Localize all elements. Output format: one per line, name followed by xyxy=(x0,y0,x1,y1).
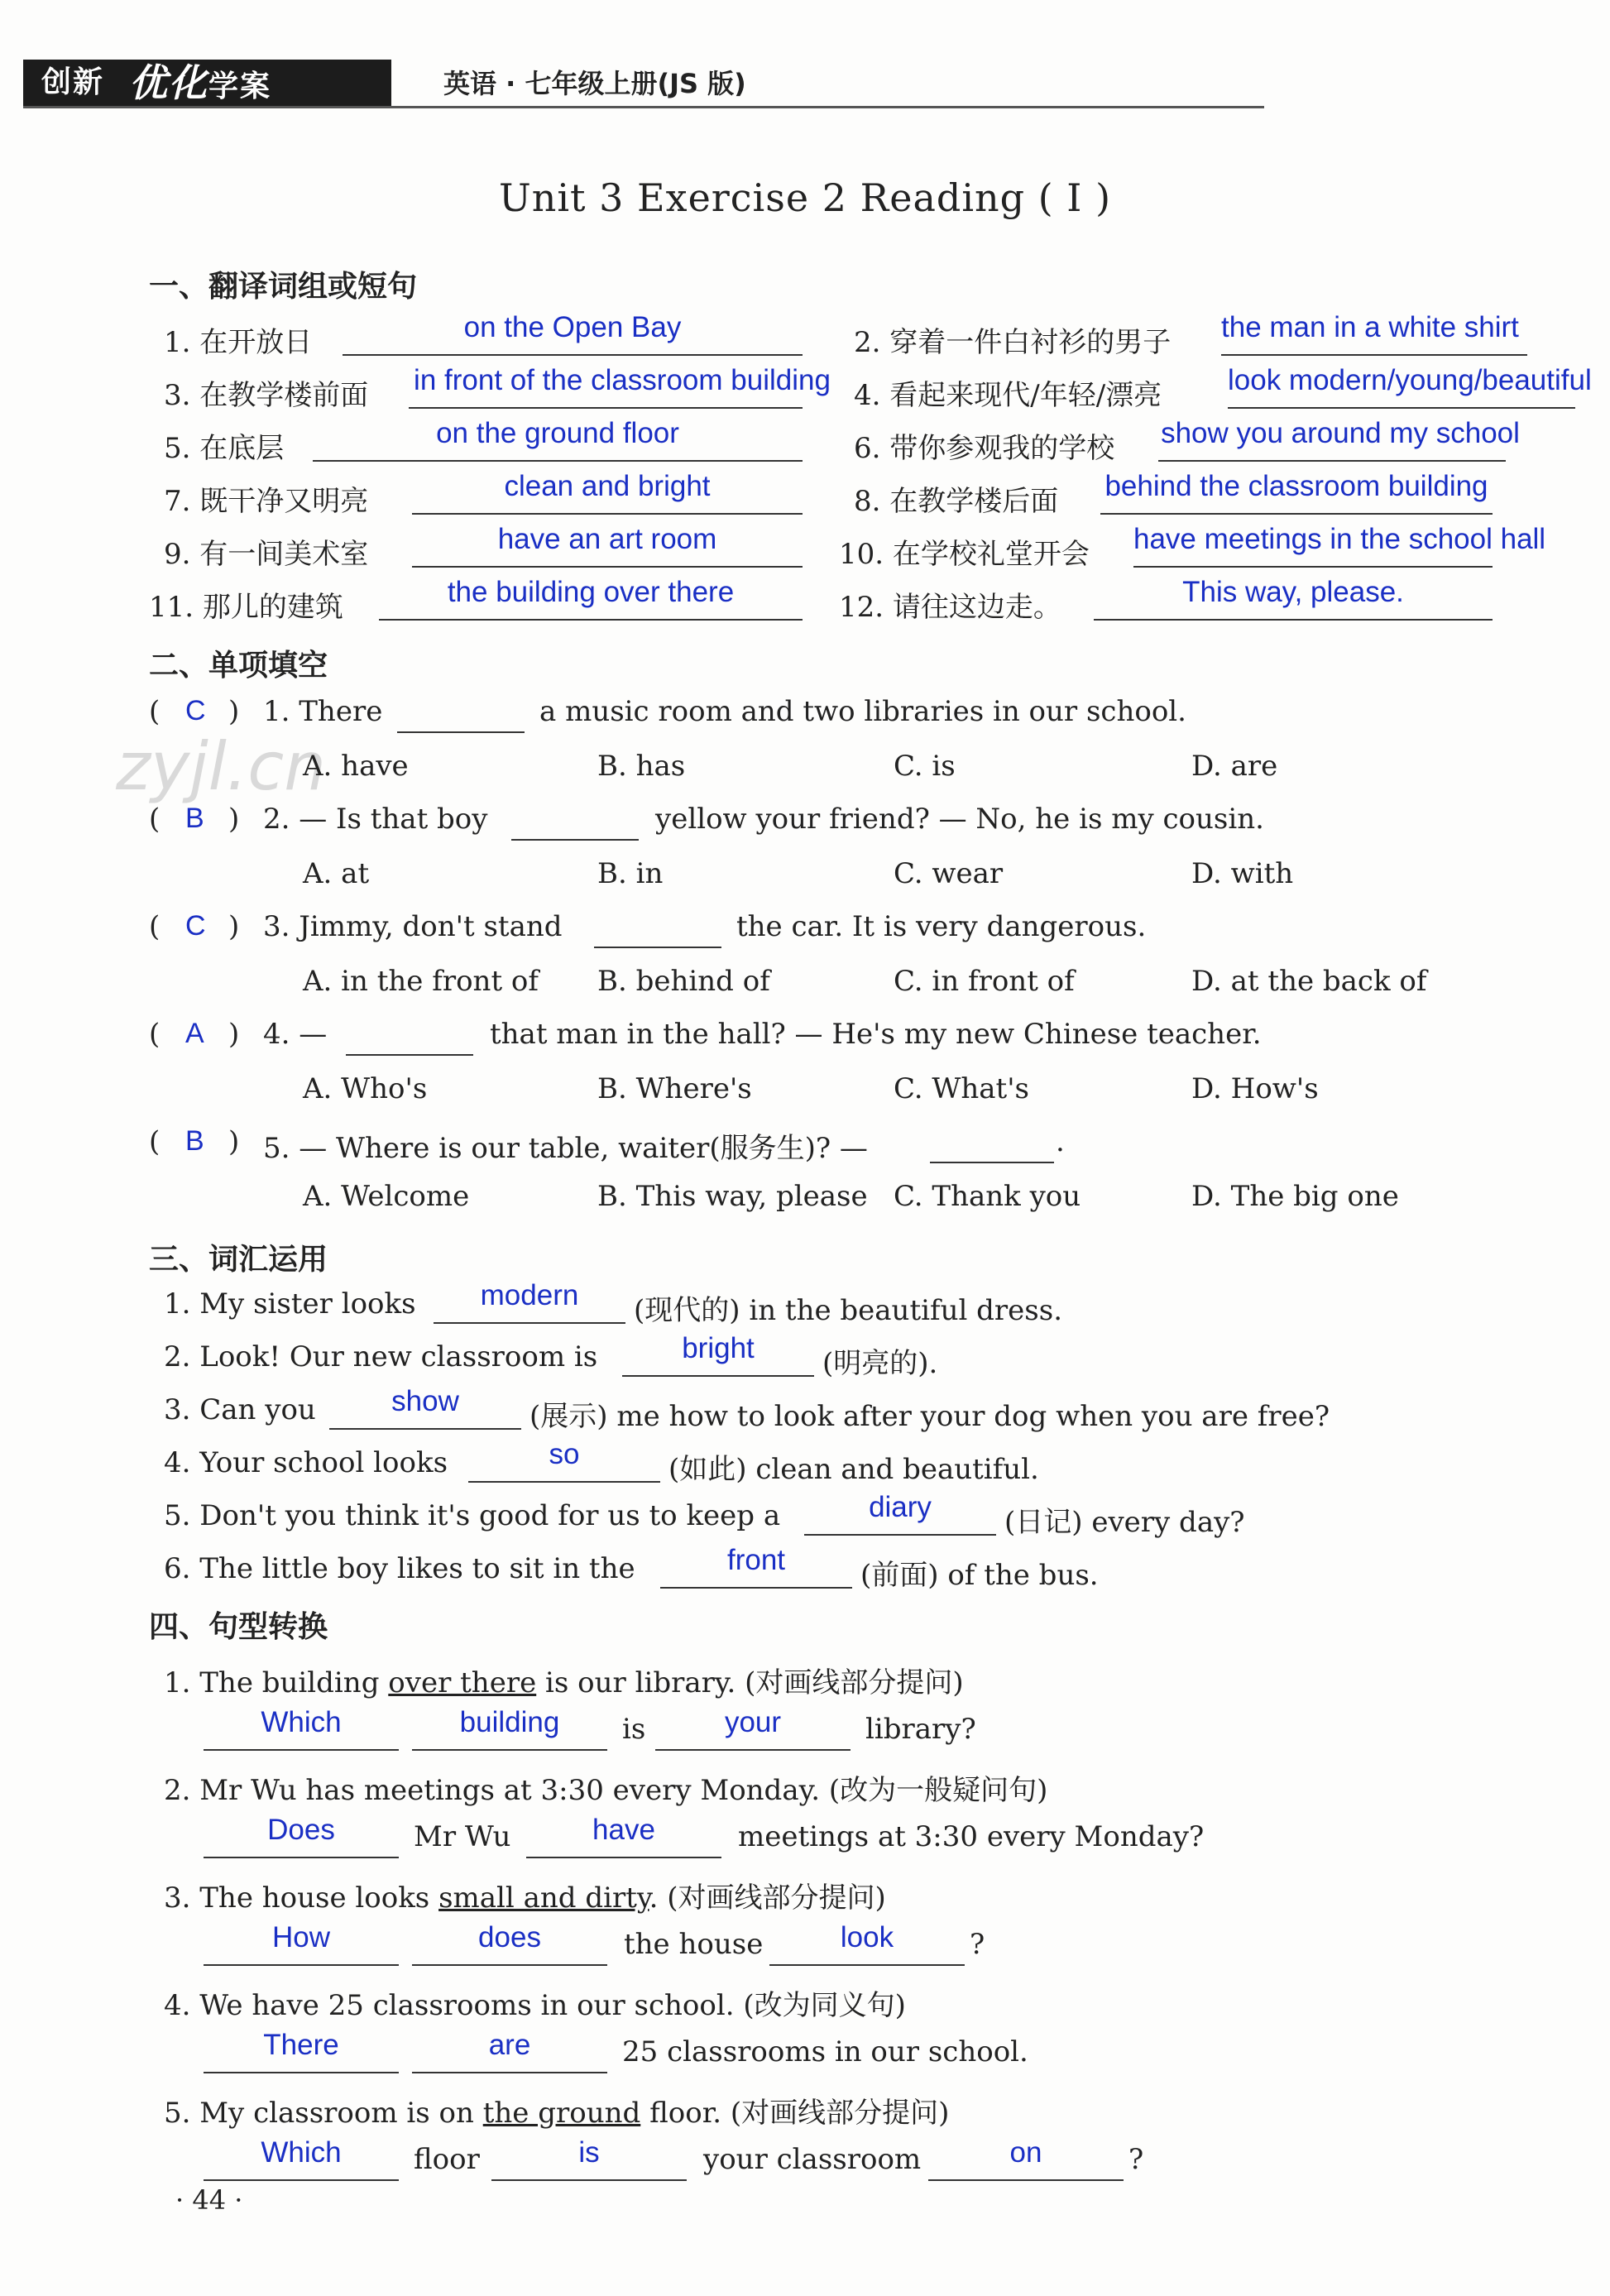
s1-label-5: 5. 在底层 xyxy=(164,432,285,465)
answer-line xyxy=(1100,513,1493,515)
s4-q5-word-2: your classroom xyxy=(703,2143,922,2176)
s1-answer-7: clean and bright xyxy=(504,470,711,502)
s4-q1-answer-2: building xyxy=(459,1706,560,1738)
s4-q3-answer-3: look xyxy=(840,1921,894,1953)
s2-q5-b: . xyxy=(1056,1125,1065,1158)
s2-q3-opt-d: D. at the back of xyxy=(1191,965,1427,998)
s3-post-1: (现代的) in the beautiful dress. xyxy=(634,1294,1063,1327)
answer-line xyxy=(660,1587,852,1589)
s4-q5-pre: 5. My classroom is on xyxy=(164,2097,483,2130)
answer-line xyxy=(769,1964,965,1966)
s2-q1-opt-b: B. has xyxy=(597,750,686,783)
s2-q3-opt-c: C. in front of xyxy=(894,965,1075,998)
answer-line xyxy=(1221,354,1527,356)
s4-q1 xyxy=(164,1660,964,1700)
s4-q5-underline: the ground xyxy=(482,2097,641,2130)
s1-answer-5: on the ground floor xyxy=(436,417,679,449)
answer-line xyxy=(1158,460,1506,462)
answer-line xyxy=(434,1322,625,1324)
s2-q4-opt-a: A. Who's xyxy=(303,1072,428,1105)
s2-q1-a: 1. There xyxy=(263,695,383,728)
s2-q3-a: 3. Jimmy, don't stand xyxy=(263,910,563,943)
s2-q2-opt-a: A. at xyxy=(303,857,370,890)
blank-line xyxy=(346,1054,473,1056)
paren-open: ( xyxy=(149,803,161,836)
s2-q5-opt-d: D. The big one xyxy=(1191,1180,1399,1213)
s1-answer-11: the building over there xyxy=(447,576,735,608)
s2-q1-opt-d: D. are xyxy=(1191,750,1278,783)
s4-q3-answer-2: does xyxy=(478,1921,541,1953)
s1-label-2: 2. 穿着一件白衬衫的男子 xyxy=(854,326,1172,359)
s1-answer-10: have meetings in the school hall xyxy=(1133,523,1546,555)
s4-q5-answer-2: is xyxy=(578,2136,600,2169)
s2-q5-opt-a: A. Welcome xyxy=(303,1180,470,1213)
paren-open: ( xyxy=(149,1125,161,1158)
s4-q1-post: is our library. (对画线部分提问) xyxy=(536,1666,964,1699)
s4-q2-answer-1: Does xyxy=(267,1814,335,1846)
answer-line xyxy=(622,1375,814,1377)
s4-q5-post: floor. (对画线部分提问) xyxy=(640,2097,950,2130)
answer-line xyxy=(1094,619,1493,621)
s4-q5 xyxy=(164,2090,949,2131)
header-badge xyxy=(23,60,391,106)
answer-line xyxy=(204,2072,399,2073)
s4-q2 xyxy=(164,1767,1047,1808)
s2-answer-5: B xyxy=(185,1125,204,1157)
s4-q3 xyxy=(164,1875,886,1915)
s4-q5-word-1: floor xyxy=(414,2143,480,2176)
answer-line xyxy=(412,513,803,515)
section3-heading: 三、词汇运用 xyxy=(149,1243,328,1277)
s4-q3-post: . (对画线部分提问) xyxy=(649,1881,886,1915)
s1-answer-9: have an art room xyxy=(497,523,717,555)
answer-line xyxy=(204,2179,399,2181)
paren-close: ) xyxy=(228,1018,240,1051)
answer-line xyxy=(491,2179,687,2181)
s2-q4-opt-c: C. What's xyxy=(894,1072,1029,1105)
s4-q3-underline: small and dirty xyxy=(438,1881,649,1915)
s4-q2-answer-2: have xyxy=(592,1814,655,1846)
s1-answer-12: This way, please. xyxy=(1182,576,1404,608)
s2-answer-2: B xyxy=(185,803,204,834)
s2-q4-a: 4. — xyxy=(263,1018,328,1051)
page-title: Unit 3 Exercise 2 Reading ( Ⅰ ) xyxy=(498,175,1112,220)
s2-answer-4: A xyxy=(185,1018,204,1049)
s2-answer-3: C xyxy=(185,910,206,942)
answer-line xyxy=(1133,566,1493,568)
paren-open: ( xyxy=(149,910,161,943)
s4-q2-word-1: Mr Wu xyxy=(414,1820,511,1853)
s1-label-12: 12. 请往这边走。 xyxy=(839,591,1061,624)
s1-answer-1: on the Open Bay xyxy=(463,311,682,343)
s4-q4-pre: 4. We have 25 classrooms in our school. (改为同义句) xyxy=(164,1989,906,2022)
s4-q4 xyxy=(164,1982,906,2023)
s2-q4-b: that man in the hall? — He's my new Chinese teacher. xyxy=(490,1018,1262,1051)
s3-pre-5: 5. Don't you think it's good for us to keep a xyxy=(164,1499,781,1532)
s1-label-8: 8. 在教学楼后面 xyxy=(854,485,1059,518)
header-divider xyxy=(23,106,1264,108)
s4-q1-pre: 1. The building xyxy=(164,1666,389,1699)
s2-q2-opt-b: B. in xyxy=(597,857,664,890)
s2-q2-opt-c: C. wear xyxy=(894,857,1004,890)
answer-line xyxy=(313,460,803,462)
answer-line xyxy=(468,1481,660,1483)
header-badge-big: 优化 xyxy=(129,60,208,105)
answer-line xyxy=(409,407,803,409)
paren-open: ( xyxy=(149,1018,161,1051)
s4-q5-answer-1: Which xyxy=(261,2136,342,2169)
s3-answer-3: show xyxy=(391,1385,459,1417)
s2-answer-1: C xyxy=(185,695,206,726)
s4-q2-pre: 2. Mr Wu has meetings at 3:30 every Monday. (改为一般疑问句) xyxy=(164,1774,1048,1807)
s1-label-11: 11. 那儿的建筑 xyxy=(149,591,343,624)
section2-heading: 二、单项填空 xyxy=(149,649,328,683)
answer-line xyxy=(204,1749,399,1751)
s4-q4-word-1: 25 classrooms in our school. xyxy=(622,2035,1028,2068)
s4-q1-word-1: is xyxy=(622,1713,646,1746)
s4-q4-answer-1: There xyxy=(263,2029,339,2061)
s2-q3-b: the car. It is very dangerous. xyxy=(736,910,1147,943)
s1-answer-8: behind the classroom building xyxy=(1104,470,1488,502)
answer-line xyxy=(1228,407,1575,409)
s4-q1-underline: over there xyxy=(388,1666,537,1699)
s1-label-3: 3. 在教学楼前面 xyxy=(164,379,369,412)
s2-q1-b: a music room and two libraries in our school. xyxy=(539,695,1186,728)
answer-line xyxy=(343,354,803,356)
s4-q3-answer-1: How xyxy=(271,1921,331,1953)
s2-q1-opt-c: C. is xyxy=(894,750,956,783)
answer-line xyxy=(204,1857,399,1858)
paren-close: ) xyxy=(228,695,240,728)
s4-q3-word-2: ? xyxy=(970,1928,985,1961)
s2-q2-opt-d: D. with xyxy=(1191,857,1294,890)
s1-label-9: 9. 有一间美术室 xyxy=(164,538,369,571)
s2-q2-b: yellow your friend? — No, he is my cousin. xyxy=(655,803,1264,836)
s3-pre-3: 3. Can you xyxy=(164,1393,316,1426)
s4-q1-word-2: library? xyxy=(865,1713,976,1746)
s3-pre-1: 1. My sister looks xyxy=(164,1287,416,1321)
book-title: 英语 · 七年级上册(JS 版) xyxy=(443,68,746,99)
s3-answer-4: so xyxy=(549,1438,580,1470)
s1-answer-2: the man in a white shirt xyxy=(1221,311,1519,343)
s2-q3-opt-a: A. in the front of xyxy=(303,965,539,998)
s1-label-7: 7. 既干净又明亮 xyxy=(164,485,369,518)
answer-line xyxy=(412,1749,607,1751)
s2-q3-opt-b: B. behind of xyxy=(597,965,770,998)
answer-line xyxy=(412,566,803,568)
answer-line xyxy=(804,1534,996,1536)
s2-q4-opt-b: B. Where's xyxy=(597,1072,752,1105)
answer-line xyxy=(412,2072,607,2073)
s4-q5-word-3: ? xyxy=(1128,2143,1144,2176)
s4-q5-answer-3: on xyxy=(1009,2136,1042,2169)
answer-line xyxy=(655,1749,851,1751)
s4-q2-word-2: meetings at 3:30 every Monday? xyxy=(738,1820,1205,1853)
s1-answer-6: show you around my school xyxy=(1161,417,1520,449)
answer-line xyxy=(928,2179,1124,2181)
s3-post-6: (前面) of the bus. xyxy=(860,1559,1099,1592)
header-badge-tail: 学案 xyxy=(208,70,272,103)
blank-line xyxy=(930,1162,1054,1163)
s4-q4-answer-2: are xyxy=(488,2029,531,2061)
s3-pre-2: 2. Look! Our new classroom is xyxy=(164,1340,598,1373)
paren-close: ) xyxy=(228,803,240,836)
s2-q5-a: 5. — Where is our table, waiter(服务生)? — xyxy=(263,1132,868,1165)
answer-line xyxy=(204,1964,399,1966)
s4-q1-answer-3: your xyxy=(724,1706,782,1738)
s2-q1-opt-a: A. have xyxy=(303,750,409,783)
s3-answer-5: diary xyxy=(869,1491,932,1523)
s1-label-1: 1. 在开放日 xyxy=(164,326,313,359)
s2-q5-opt-b: B. This way, please xyxy=(597,1180,868,1213)
blank-line xyxy=(594,947,721,948)
s4-q3-word-1: the house xyxy=(624,1928,764,1961)
paren-close: ) xyxy=(228,910,240,943)
s3-answer-6: front xyxy=(726,1544,786,1576)
answer-line xyxy=(526,1857,721,1858)
s3-post-5: (日记) every day? xyxy=(1004,1506,1245,1539)
s3-pre-4: 4. Your school looks xyxy=(164,1446,448,1479)
s3-post-4: (如此) clean and beautiful. xyxy=(668,1453,1039,1486)
section4-heading: 四、句型转换 xyxy=(149,1610,328,1644)
answer-line xyxy=(329,1428,521,1430)
answer-line xyxy=(379,619,803,621)
s2-q5-opt-c: C. Thank you xyxy=(894,1180,1081,1213)
paren-open: ( xyxy=(149,695,161,728)
s2-q2-a: 2. — Is that boy xyxy=(263,803,488,836)
watermark: zyjl.cn xyxy=(116,728,326,805)
s1-answer-4: look modern/young/beautiful xyxy=(1228,364,1592,396)
s1-label-10: 10. 在学校礼堂开会 xyxy=(839,538,1090,571)
s4-q3-pre: 3. The house looks xyxy=(164,1881,439,1915)
blank-line xyxy=(397,731,525,733)
blank-line xyxy=(511,839,639,841)
answer-line xyxy=(412,1964,607,1966)
s3-pre-6: 6. The little boy likes to sit in the xyxy=(164,1552,635,1585)
page-number: · 44 · xyxy=(175,2184,243,2216)
s3-post-2: (明亮的). xyxy=(822,1347,938,1380)
s1-label-4: 4. 看起来现代/年轻/漂亮 xyxy=(854,379,1162,412)
header-badge-lead: 创新 xyxy=(41,65,105,99)
s1-label-6: 6. 带你参观我的学校 xyxy=(854,432,1115,465)
paren-close: ) xyxy=(228,1125,240,1158)
section1-heading: 一、翻译词组或短句 xyxy=(149,270,418,304)
s4-q1-answer-1: Which xyxy=(261,1706,342,1738)
s2-q4-opt-d: D. How's xyxy=(1191,1072,1319,1105)
s3-answer-2: bright xyxy=(682,1332,755,1364)
s3-post-3: (展示) me how to look after your dog when you are free? xyxy=(529,1400,1330,1433)
s3-answer-1: modern xyxy=(480,1279,579,1311)
s1-answer-3: in front of the classroom building xyxy=(414,364,831,396)
